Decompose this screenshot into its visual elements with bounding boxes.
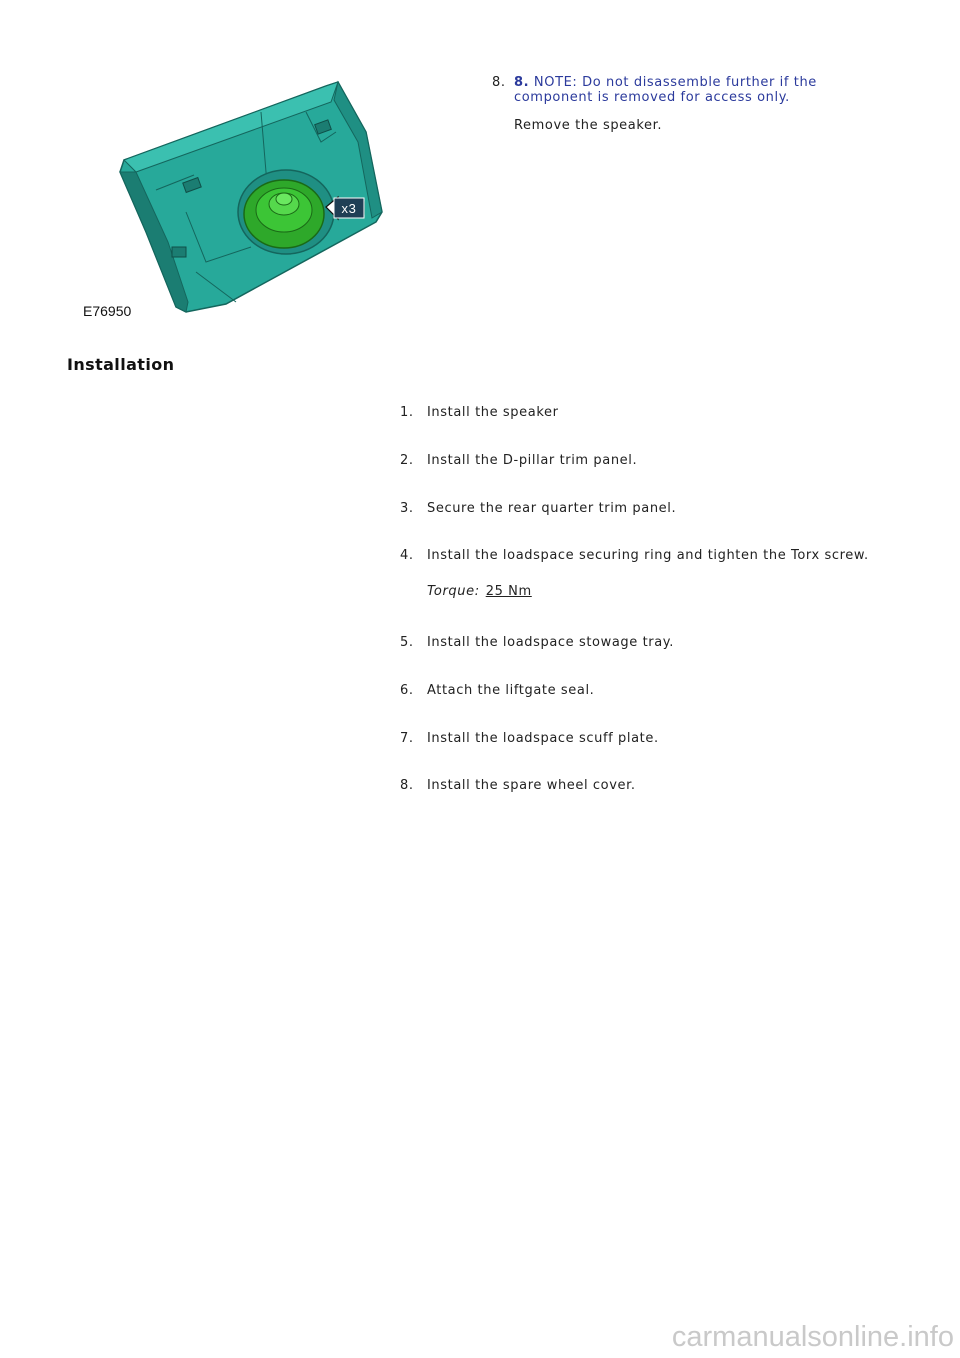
note-number: 8. [514, 75, 530, 90]
note [514, 75, 884, 105]
torque-value-link[interactable]: 25 Nm [485, 584, 532, 599]
figure-code: E76950 [83, 303, 132, 319]
note-text: NOTE: Do not disassemble further if the component is removed for access only. [514, 75, 817, 105]
trim-panel-drawing [76, 72, 396, 324]
step-number: 2. [400, 453, 414, 468]
step-text: Install the speaker [427, 405, 559, 420]
step-text: Install the loadspace stowage tray. [427, 635, 674, 650]
speaker-panel-illustration [76, 72, 396, 324]
callout-label: x3 [341, 201, 357, 216]
step-instruction: Remove the speaker. [514, 118, 663, 133]
step-text: Install the D-pillar trim panel. [427, 453, 638, 468]
step-number: 4. [400, 548, 414, 563]
installation-heading: Installation [67, 355, 175, 374]
torque-spec [427, 584, 532, 599]
step-number: 6. [400, 683, 414, 698]
step-number: 1. [400, 405, 414, 420]
step-number: 7. [400, 731, 414, 746]
step-number: 5. [400, 635, 414, 650]
step-text: Attach the liftgate seal. [427, 683, 595, 698]
step-text: Install the spare wheel cover. [427, 778, 636, 793]
torque-label: Torque: [427, 584, 480, 599]
step-text: Install the loadspace securing ring and tighten the Torx screw. [427, 548, 869, 563]
step-number: 8. [400, 778, 414, 793]
step-text: Secure the rear quarter trim panel. [427, 501, 677, 516]
step-text: Install the loadspace scuff plate. [427, 731, 659, 746]
step-number: 8. [492, 75, 506, 90]
step-number: 3. [400, 501, 414, 516]
watermark-link[interactable]: carmanualsonline.info [671, 1321, 954, 1353]
